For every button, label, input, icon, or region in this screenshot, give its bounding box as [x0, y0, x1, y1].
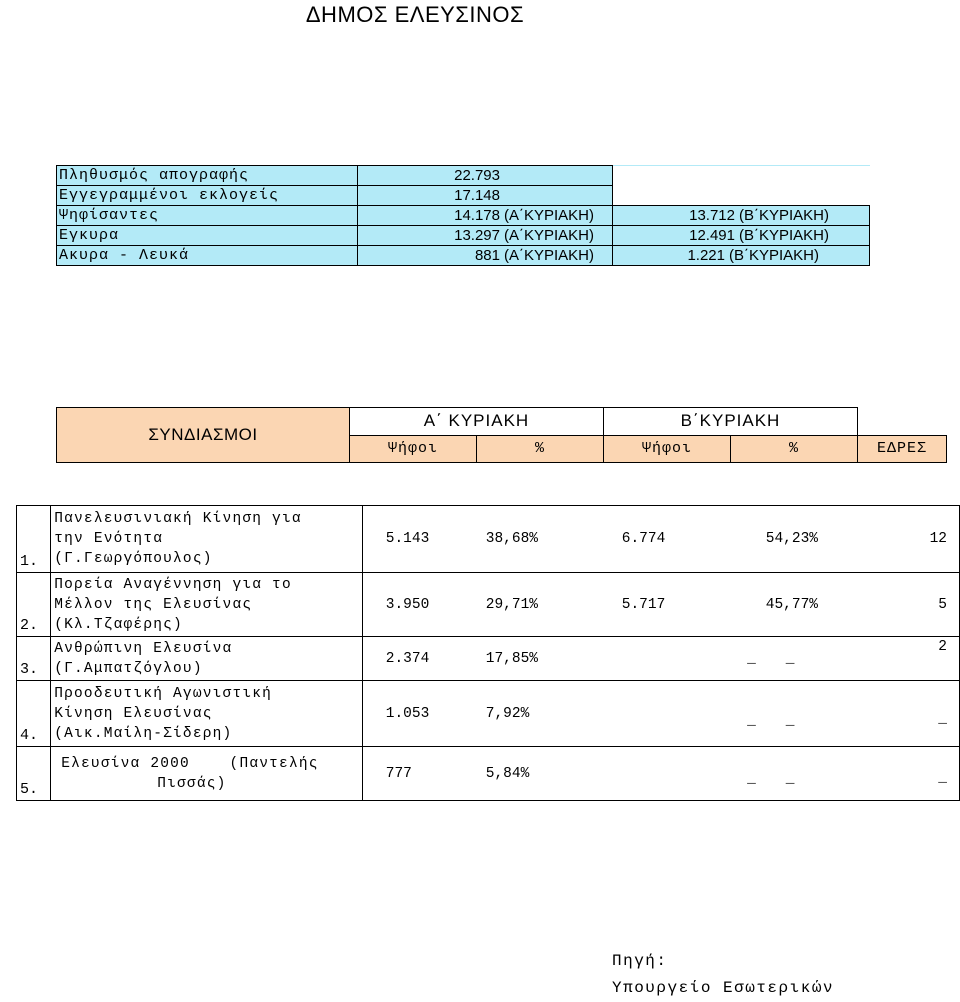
header-votes-a: Ψήφοι	[350, 435, 477, 463]
stats-b-round: (Β΄ΚΥΡΙΑΚΗ)	[739, 227, 830, 244]
page-title: ΔΗΜΟΣ ΕΛΕΥΣΙΝΟΣ	[305, 2, 525, 27]
pct-a: 17,85%	[485, 650, 538, 667]
table-row	[17, 637, 960, 681]
result-name: Πανελευσινιακή Κίνηση για την Ενότητα (Γ.Γεωργόπουλος)	[51, 506, 363, 573]
table-row	[17, 573, 960, 637]
stats-label: Εγγεγραμμένοι εκλογείς	[57, 186, 358, 206]
votes-b: _	[747, 770, 756, 787]
table-row	[17, 506, 960, 573]
stats-a-round: (Α΄ΚΥΡΙΑΚΗ)	[504, 247, 595, 264]
result-name: Πορεία Αναγέννηση για το Μέλλον της Ελευσίνας (Κλ.Τζαφέρης)	[51, 573, 363, 637]
source-note	[612, 948, 834, 1002]
table-row	[17, 747, 960, 801]
stats-value-a	[358, 166, 613, 186]
votes-b: _	[747, 650, 756, 667]
result-number: 3.	[17, 637, 51, 681]
pct-a: 7,92%	[485, 705, 530, 722]
votes-a: 2.374	[385, 650, 430, 667]
stats-value-a	[358, 226, 613, 246]
result-seats: 5	[879, 573, 960, 637]
result-values	[362, 573, 879, 637]
stats-b-round: (Β΄ΚΥΡΙΑΚΗ)	[739, 207, 830, 224]
result-name: Ελευσίνα 2000 (Παντελής Πισσάς)	[51, 747, 363, 801]
stats-label: Ακυρα - Λευκά	[57, 246, 358, 266]
pct-b: _	[785, 712, 795, 729]
header-pct-a: %	[477, 435, 604, 463]
result-values	[362, 637, 879, 681]
result-values	[362, 681, 879, 747]
stats-a-round: (Α΄ΚΥΡΙΑΚΗ)	[504, 227, 595, 244]
header-combinations: ΣΥΝΔΙΑΣΜΟΙ	[57, 408, 350, 463]
source-value: Υπουργείο Εσωτερικών	[612, 979, 835, 997]
stats-row-population	[57, 166, 870, 186]
pct-b: _	[785, 650, 795, 667]
stats-value-b	[613, 226, 870, 246]
stats-a-number: 881	[474, 247, 500, 264]
result-seats: _	[879, 747, 960, 801]
pct-b: 54,23%	[765, 531, 818, 547]
stats-a-round: (Α΄ΚΥΡΙΑΚΗ)	[504, 207, 595, 224]
result-number: 4.	[17, 681, 51, 747]
stats-label: Ψηφίσαντες	[57, 206, 358, 226]
stats-value-a	[358, 206, 613, 226]
votes-a: 777	[385, 765, 412, 782]
population-stats-table	[56, 165, 870, 266]
result-name: Ανθρώπινη Ελευσίνα (Γ.Αμπατζόγλου)	[51, 637, 363, 681]
stats-value-b	[613, 246, 870, 266]
stats-empty	[613, 166, 870, 186]
votes-b: 5.717	[621, 596, 666, 613]
result-name: Προοδευτική Αγωνιστική Κίνηση Ελευσίνας (Αικ.Μαίλη-Σίδερη)	[51, 681, 363, 747]
stats-value-a	[358, 246, 613, 266]
result-number: 2.	[17, 573, 51, 637]
votes-a: 3.950	[385, 596, 430, 613]
results-header-table	[56, 407, 947, 463]
stats-label: Εγκυρα	[57, 226, 358, 246]
stats-b-number: 12.491	[689, 227, 735, 244]
stats-row-voters	[57, 186, 870, 206]
stats-empty	[613, 186, 870, 206]
result-seats: 2	[879, 637, 960, 681]
result-seats: 12	[879, 506, 960, 573]
pct-a: 29,71%	[485, 596, 538, 613]
votes-b: 6.774	[621, 531, 666, 547]
stats-b-round: (Β΄ΚΥΡΙΑΚΗ)	[729, 247, 820, 264]
stats-value-a	[358, 186, 613, 206]
stats-a-number: 17.148	[454, 187, 500, 204]
result-values	[362, 506, 879, 573]
stats-label: Πληθυσμός απογραφής	[57, 166, 358, 186]
stats-a-number: 22.793	[454, 167, 500, 184]
result-seats: _	[879, 681, 960, 747]
pct-b: _	[785, 770, 795, 787]
stats-row-valid	[57, 226, 870, 246]
result-number: 1.	[17, 506, 51, 573]
header-spacer	[858, 408, 947, 436]
pct-a: 5,84%	[485, 765, 530, 782]
votes-a: 1.053	[385, 705, 430, 722]
stats-row-voted	[57, 206, 870, 226]
results-table	[16, 505, 960, 801]
result-values	[362, 747, 879, 801]
stats-row-invalid	[57, 246, 870, 266]
header-pct-b: %	[731, 435, 858, 463]
stats-b-number: 13.712	[689, 207, 735, 224]
votes-a: 5.143	[385, 531, 430, 547]
source-label: Πηγή:	[612, 952, 668, 970]
table-row	[17, 681, 960, 747]
stats-a-number: 14.178	[454, 207, 500, 224]
header-votes-b: Ψήφοι	[604, 435, 731, 463]
header-round-a: Α΄ ΚΥΡΙΑΚΗ	[350, 408, 604, 436]
pct-a: 38,68%	[485, 531, 538, 547]
pct-b: 45,77%	[765, 596, 818, 613]
result-number: 5.	[17, 747, 51, 801]
stats-b-number: 1.221	[687, 247, 725, 264]
votes-b: _	[747, 712, 756, 729]
stats-value-b	[613, 206, 870, 226]
header-seats: ΕΔΡΕΣ	[858, 435, 947, 463]
header-round-b: Β΄ΚΥΡΙΑΚΗ	[604, 408, 858, 436]
stats-a-number: 13.297	[454, 227, 500, 244]
